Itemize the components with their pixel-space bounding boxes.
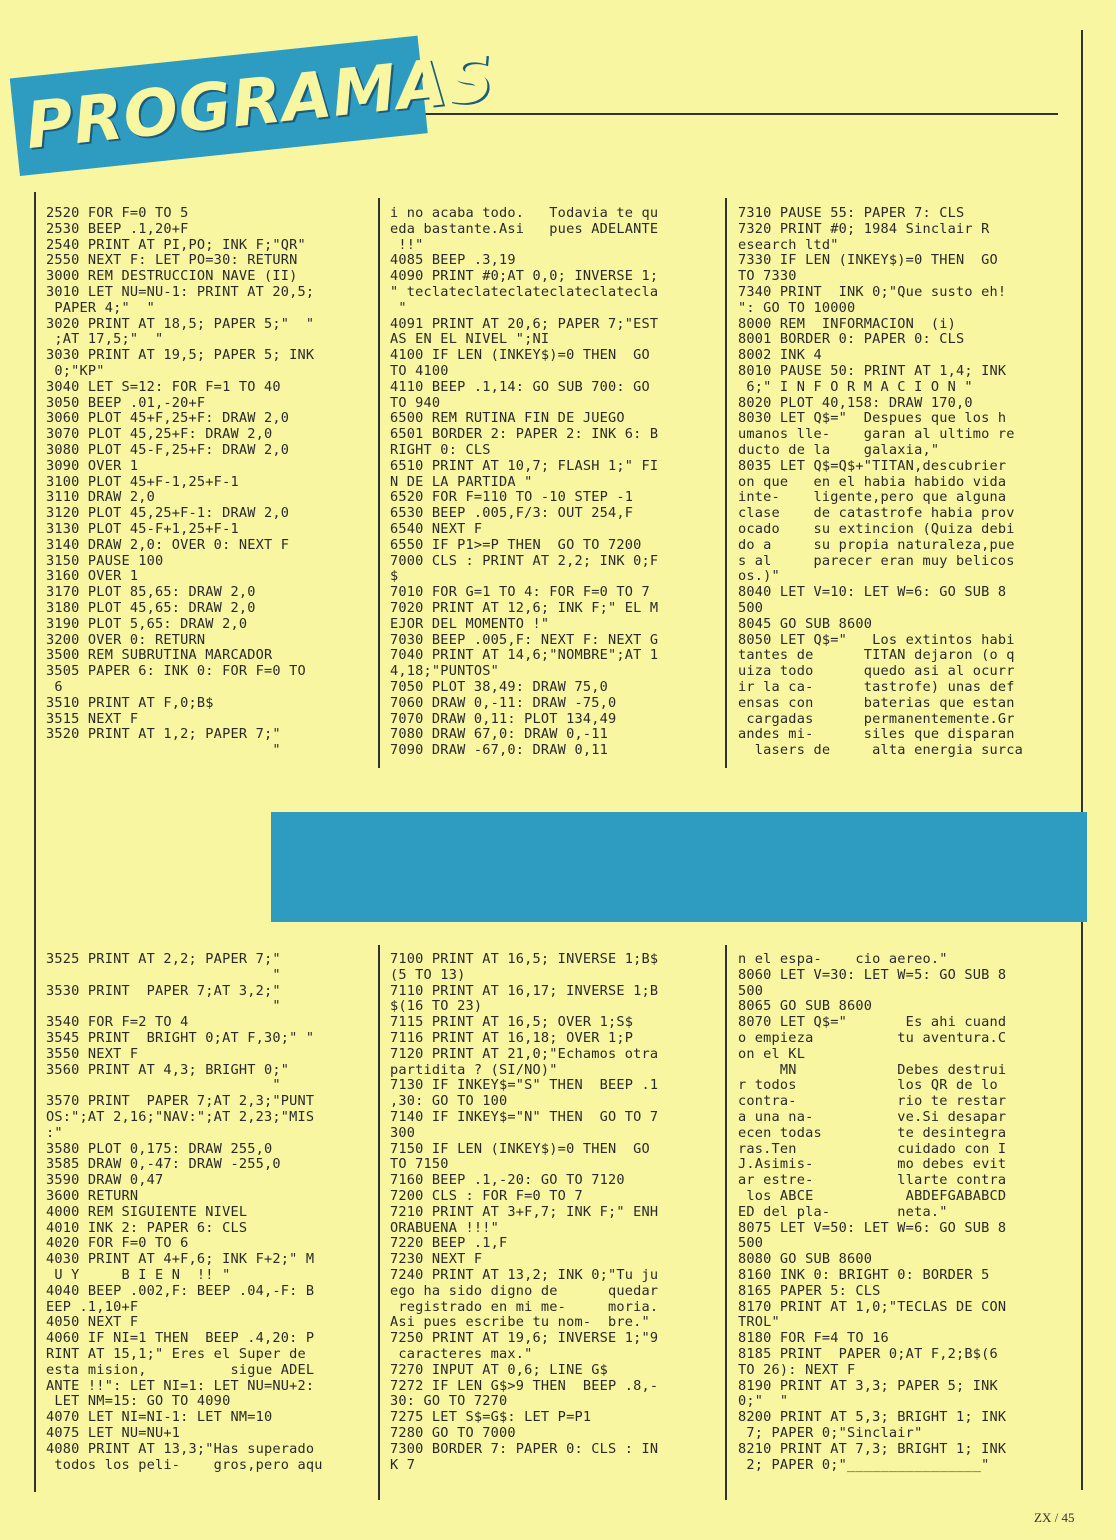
page-border-left — [34, 192, 36, 1492]
listing-top-col3: 7310 PAUSE 55: PAPER 7: CLS 7320 PRINT #0; 1984 Sinclair R esearch ltd" 7330 IF LEN (INKEY$)=0 THEN GO TO 7330 7340 PRINT INK 0;"Que susto eh! ": GO TO 10000 8000 REM INFORMACION (i) 8001 BORDER 0: PAPER 0: CLS 8002 INK 4 8010 PAUSE 50: PRINT AT 1,4; INK 6;" I N F O R M A C I O N " 8020 PLOT 40,158: DRAW 170,0 8030 LET Q$=" Despues que los h umanos lle- garan al ultimo re ducto de la galaxia," 8035 LET Q$=Q$+"TITAN,descubrier on que en el habia habido vida inte- ligente,pero que alguna clase de catastrofe habia prov ocado su extincion (Quiza debi do a su propia naturaleza,pue s al parecer eran muy belicos os.)" 8040 LET V=10: LET W=6: GO SUB 8 500 8045 GO SUB 8600 8050 LET Q$=" Los extintos habi tantes de TITAN dejaron (o q uiza todo quedo asi al ocurr ir la ca- tastrofe) unas def ensas con baterias que estan cargadas permanentemente.Gr andes mi- siles que disparan lasers de alta energia surca — [738, 205, 1024, 759]
column-divider — [725, 945, 727, 1500]
listing-top-col2: i no acaba todo. Todavia te qu eda bastante.Asi pues ADELANTE !!" 4085 BEEP .3,19 4090 PRINT #0;AT 0,0; INVERSE 1; " teclateclateclateclateclatecla " 4091 PRINT AT 20,6; PAPER 7;"EST AS EN EL NIVEL ";NI 4100 IF LEN (INKEY$)=0 THEN GO TO 4100 4110 BEEP .1,14: GO SUB 700: GO TO 940 6500 REM RUTINA FIN DE JUEGO 6501 BORDER 2: PAPER 2: INK 6: B RIGHT 0: CLS 6510 PRINT AT 10,7; FLASH 1;" FI N DE LA PARTIDA " 6520 FOR F=110 TO -10 STEP -1 6530 BEEP .005,F/3: OUT 254,F 6540 NEXT F 6550 IF P1>=P THEN GO TO 7200 7000 CLS : PRINT AT 2,2; INK 0;F $ 7010 FOR G=1 TO 4: FOR F=0 TO 7 7020 PRINT AT 12,6; INK F;" EL M EJOR DEL MOMENTO !" 7030 BEEP .005,F: NEXT F: NEXT G 7040 PRINT AT 14,6;"NOMBRE";AT 1 4,18;"PUNTOS" 7050 PLOT 38,49: DRAW 75,0 7060 DRAW 0,-11: DRAW -75,0 7070 DRAW 0,11: PLOT 134,49 7080 DRAW 67,0: DRAW 0,-11 7090 DRAW -67,0: DRAW 0,11 — [390, 205, 659, 759]
section-title: PROGRAMAS — [22, 41, 498, 164]
column-divider — [378, 945, 380, 1500]
page-number: ZX / 45 — [1034, 1510, 1075, 1525]
listing-bottom-col3: n el espa- cio aereo." 8060 LET V=30: LET W=5: GO SUB 8 500 8065 GO SUB 8600 8070 LET Q$=" Es ahi cuand o empieza tu aventura.C on el KL MN Debes destrui r todos los QR de lo contra- rio te restar a una na- ve.Si desapar ecen todas te desintegra ras.Ten cuidado con I J.Asimis- mo debes evit ar estre- llarte contra los ABCE ABDEFGABABCD ED del pla- neta." 8075 LET V=50: LET W=6: GO SUB 8 500 8080 GO SUB 8600 8160 INK 0: BRIGHT 0: BORDER 5 8165 PAPER 5: CLS 8170 PRINT AT 1,0;"TECLAS DE CON TROL" 8180 FOR F=4 TO 16 8185 PRINT PAPER 0;AT F,2;B$(6 TO 26): NEXT F 8190 PRINT AT 3,3; PAPER 5; INK 0;" " 8200 PRINT AT 5,3; BRIGHT 1; INK 7; PAPER 0;"Sinclair" 8210 PRINT AT 7,3; BRIGHT 1; INK 2; PAPER 0;"________________" — [738, 951, 1007, 1473]
listing-top-col1: 2520 FOR F=0 TO 5 2530 BEEP .1,20+F 2540 PRINT AT PI,PO; INK F;"QR" 2550 NEXT F: LET PO=30: RETURN 3000 REM DESTRUCCION NAVE (II) 3010 LET NU=NU-1: PRINT AT 20,5; PAPER 4;" " 3020 PRINT AT 18,5; PAPER 5;" " ;AT 17,5;" " 3030 PRINT AT 19,5; PAPER 5; INK 0;"KP" 3040 LET S=12: FOR F=1 TO 40 3050 BEEP .01,-20+F 3060 PLOT 45+F,25+F: DRAW 2,0 3070 PLOT 45,25+F: DRAW 2,0 3080 PLOT 45-F,25+F: DRAW 2,0 3090 OVER 1 3100 PLOT 45+F-1,25+F-1 3110 DRAW 2,0 3120 PLOT 45,25+F-1: DRAW 2,0 3130 PLOT 45-F+1,25+F-1 3140 DRAW 2,0: OVER 0: NEXT F 3150 PAUSE 100 3160 OVER 1 3170 PLOT 85,65: DRAW 2,0 3180 PLOT 45,65: DRAW 2,0 3190 PLOT 5,65: DRAW 2,0 3200 OVER 0: RETURN 3500 REM SUBRUTINA MARCADOR 3505 PAPER 6: INK 0: FOR F=0 TO 6 3510 PRINT AT F,0;B$ 3515 NEXT F 3520 PRINT AT 1,2; PAPER 7;" " — [46, 205, 315, 759]
blue-separator-bar — [271, 812, 1087, 922]
page-border-right — [1081, 30, 1083, 1490]
column-divider — [725, 198, 727, 768]
listing-bottom-col2: 7100 PRINT AT 16,5; INVERSE 1;B$ (5 TO 13) 7110 PRINT AT 16,17; INVERSE 1;B $(16 TO 23) 7115 PRINT AT 16,5; OVER 1;S$ 7116 PRINT AT 16,18; OVER 1;P 7120 PRINT AT 21,0;"Echamos otra partidita ? (SI/NO)" 7130 IF INKEY$="S" THEN BEEP .1 ,30: GO TO 100 7140 IF INKEY$="N" THEN GO TO 7 300 7150 IF LEN (INKEY$)=0 THEN GO TO 7150 7160 BEEP .1,-20: GO TO 7120 7200 CLS : FOR F=0 TO 7 7210 PRINT AT 3+F,7; INK F;" ENH ORABUENA !!!" 7220 BEEP .1,F 7230 NEXT F 7240 PRINT AT 13,2; INK 0;"Tu ju ego ha sido digno de quedar registrado en mi me- moria. Asi pues escribe tu nom- bre." 7250 PRINT AT 19,6; INVERSE 1;"9 caracteres max." 7270 INPUT AT 0,6; LINE G$ 7272 IF LEN G$>9 THEN BEEP .8,- 30: GO TO 7270 7275 LET S$=G$: LET P=P1 7280 GO TO 7000 7300 BORDER 7: PAPER 0: CLS : IN K 7 — [390, 951, 659, 1473]
listing-bottom-col1: 3525 PRINT AT 2,2; PAPER 7;" " 3530 PRINT PAPER 7;AT 3,2;" " 3540 FOR F=2 TO 4 3545 PRINT BRIGHT 0;AT F,30;" " 3550 NEXT F 3560 PRINT AT 4,3; BRIGHT 0;" " 3570 PRINT PAPER 7;AT 2,3;"PUNT OS:";AT 2,16;"NAV:";AT 2,23;"MIS :" 3580 PLOT 0,175: DRAW 255,0 3585 DRAW 0,-47: DRAW -255,0 3590 DRAW 0,47 3600 RETURN 4000 REM SIGUIENTE NIVEL 4010 INK 2: PAPER 6: CLS 4020 FOR F=0 TO 6 4030 PRINT AT 4+F,6; INK F+2;" M U Y B I E N !! " 4040 BEEP .002,F: BEEP .04,-F: B EEP .1,10+F 4050 NEXT F 4060 IF NI=1 THEN BEEP .4,20: P RINT AT 15,1;" Eres el Super de esta mision, sigue ADEL ANTE !!": LET NI=1: LET NU=NU+2: LET NM=15: GO TO 4090 4070 LET NI=NI-1: LET NM=10 4075 LET NU=NU+1 4080 PRINT AT 13,3;"Has superado todos los peli- gros,pero aqu — [46, 951, 323, 1473]
column-divider — [378, 198, 380, 768]
